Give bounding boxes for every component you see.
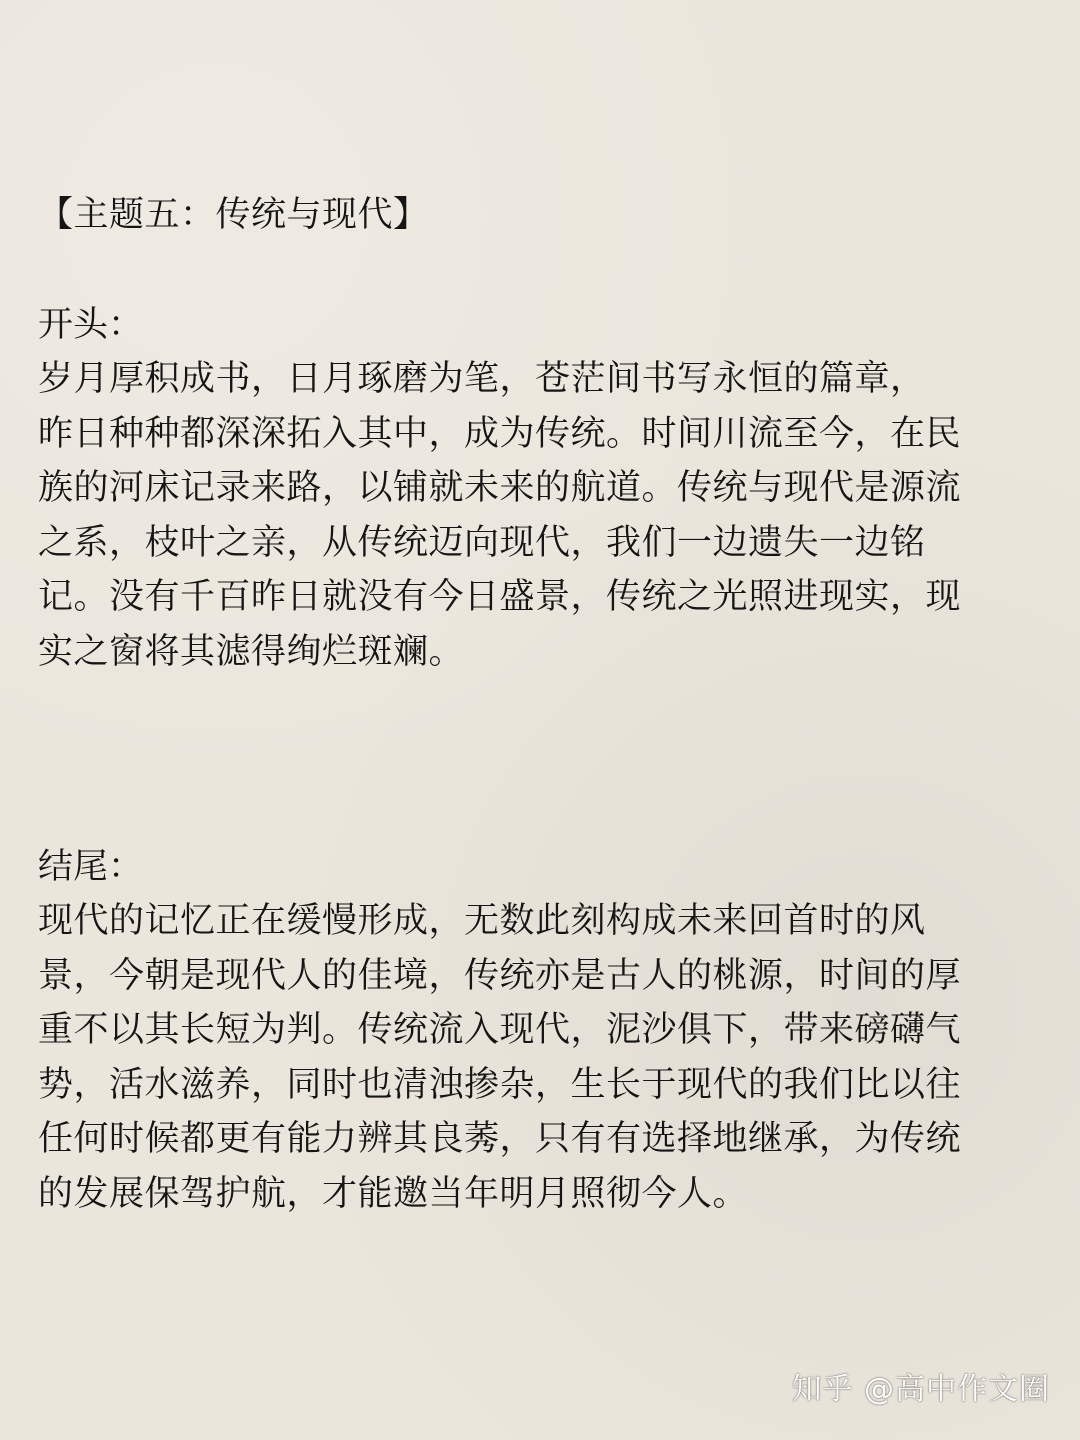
ending-label: 结尾：: [38, 847, 144, 887]
ending-line: 任何时候都更有能力辨其良莠，只有有选择地继承，为传统: [38, 1119, 962, 1159]
opening-line: 昨日种种都深深拓入其中，成为传统。时间川流至今，在民: [38, 413, 962, 454]
ending-line: 势，活水滋养，同时也清浊掺杂，生长于现代的我们比以往: [38, 1064, 962, 1105]
ending-paragraph: [38, 894, 1050, 1221]
opening-line: 之系，枝叶之亲，从传统迈向现代，我们一边遗失一边铭: [38, 522, 926, 563]
watermark-text: 知乎 @高中作文圈: [791, 1372, 1050, 1407]
opening-line: 岁月厚积成书，日月琢磨为笔，苍茫间书写永恒的篇章，: [38, 359, 926, 399]
opening-label: 开头：: [38, 305, 144, 345]
opening-line: 记。没有千百昨日就没有今日盛景，传统之光照进现实，现: [38, 577, 962, 617]
ending-line: 景，今朝是现代人的佳境，传统亦是古人的桃源，时间的厚: [38, 955, 962, 996]
opening-line: 族的河床记录来路，以铺就未来的航道。传统与现代是源流: [38, 468, 962, 508]
opening-line: 实之窗将其滤得绚烂斑斓。: [38, 631, 465, 672]
ending-line: 的发展保驾护航，才能邀当年明月照彻今人。: [38, 1173, 749, 1214]
opening-paragraph: [38, 352, 1050, 679]
document-title: 【主题五：传统与现代】: [38, 195, 429, 235]
ending-line: 现代的记忆正在缓慢形成，无数此刻构成未来回首时的风: [38, 901, 926, 941]
ending-line: 重不以其长短为判。传统流入现代，泥沙俱下，带来磅礴气: [38, 1010, 962, 1050]
